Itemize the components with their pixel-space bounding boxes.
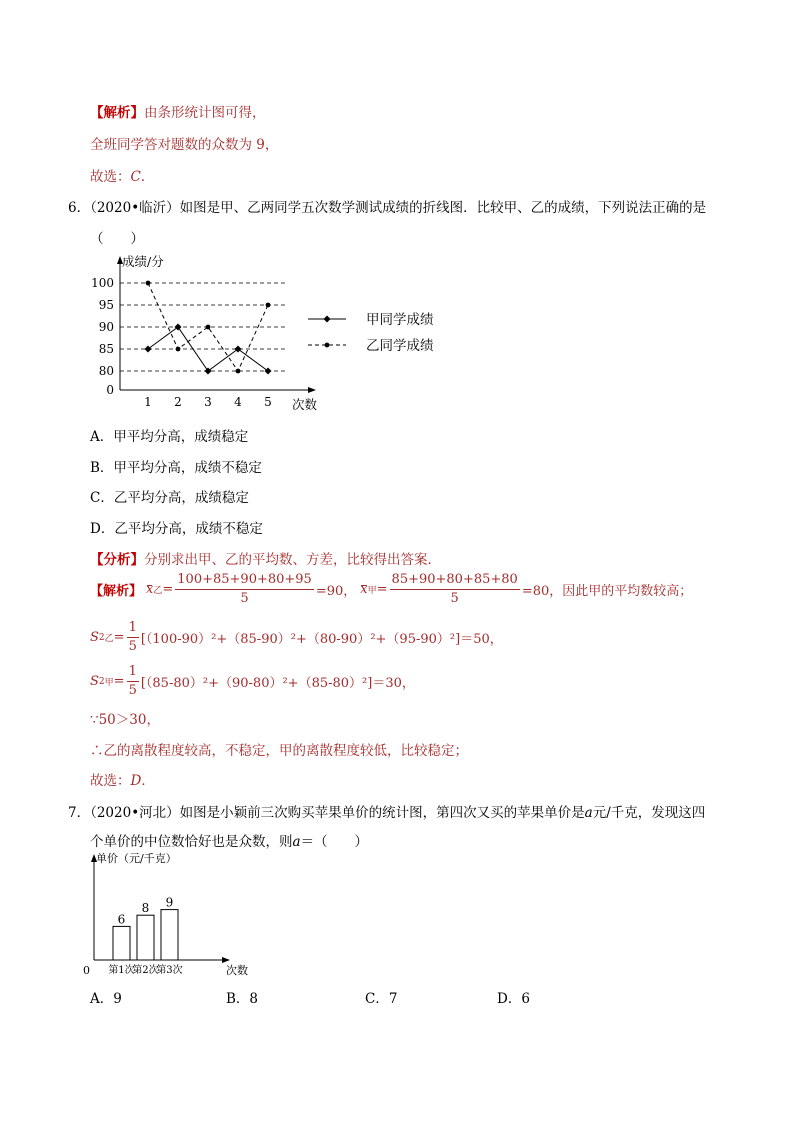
bar — [161, 910, 178, 960]
q7-stem-line2: 个单价的中位数恰好也是众数，则a＝（ ） — [90, 834, 369, 850]
category-label: 第1次 — [108, 965, 135, 976]
q6-option-c: C．乙平均分高，成绩稳定 — [90, 490, 249, 506]
bar-value-label: 8 — [141, 901, 150, 916]
q7-option-b: B．8 — [226, 991, 259, 1007]
q6-option-d: D．乙平均分高，成绩不稳定 — [90, 521, 263, 537]
prev-jiexi-line2: 全班同学答对题数的众数为 9， — [90, 137, 279, 153]
prev-jiexi-text: 由条形统计图可得， — [144, 105, 266, 121]
y-tick-label: 95 — [98, 298, 114, 312]
data-point-yi — [266, 303, 271, 308]
q6-line-chart — [80, 252, 460, 417]
mean-yi-fraction: $\frac{100+85+90+80+95}{5}$ — [177, 572, 312, 606]
y-tick-label: 80 — [98, 364, 114, 378]
q6-variance-jia: S 2 甲 = $\frac{1}{5}$ [（85-80）²+（90-80）²+（85-80）²]＝30， — [90, 664, 415, 698]
bar — [113, 926, 130, 960]
fenxi-text: 分别求出甲、乙的平均数、方差，比较得出答案． — [144, 552, 441, 568]
data-point-jia — [145, 346, 152, 353]
data-point-jia — [205, 368, 212, 375]
y-tick-label: 90 — [98, 320, 114, 334]
q6-stem-text: 如图是甲、乙两同学五次数学测试成绩的折线图．比较甲、乙的成绩，下列说法正确的是 — [179, 200, 707, 216]
jiexi-tag: 【解析】 — [90, 584, 143, 599]
q6-conclusion: ∴乙的离散程度较高，不稳定，甲的离散程度较低，比较稳定； — [90, 743, 468, 759]
q6-number: 6． — [68, 200, 91, 216]
bar — [137, 915, 154, 960]
data-point-yi — [206, 325, 211, 330]
q6-jiexi-means: 【解析】 x 乙 = $\frac{100+85+90+80+95}{5}$ =90， x 甲 = $\frac{85+90+80+85+80}{5}$ =80， 因此甲的平均数较高； — [90, 572, 693, 606]
x-tick-label: 1 — [144, 395, 152, 409]
data-point-yi — [146, 281, 151, 286]
q7-bar-chart — [80, 850, 255, 980]
x-tick-label: 2 — [174, 395, 182, 409]
category-label: 第3次 — [156, 965, 183, 976]
data-point-jia — [265, 368, 272, 375]
x-axis-arrow — [308, 387, 316, 393]
category-label: 第2次 — [132, 965, 159, 976]
q7-number: 7． — [68, 805, 91, 821]
mean-jia-fraction: $\frac{85+90+80+85+80}{5}$ — [391, 572, 518, 606]
legend-marker-yi — [325, 343, 330, 348]
q7-option-d: D．6 — [497, 991, 530, 1007]
y-tick-label: 100 — [91, 276, 114, 290]
data-point-jia — [175, 324, 182, 331]
q6-blank: （ ） — [90, 231, 144, 247]
y-tick-label: 0 — [106, 383, 114, 397]
q7-option-a: A．9 — [90, 991, 122, 1007]
y-axis-title: 单价（元/千克） — [96, 852, 177, 865]
prev-jiexi-line — [90, 101, 266, 121]
legend-label-yi: 乙同学成绩 — [366, 338, 434, 354]
y-tick-label: 85 — [98, 342, 114, 356]
x-axis-arrow — [222, 957, 230, 963]
y-axis-title: 成绩/分 — [122, 254, 164, 269]
x-axis-title: 次数 — [226, 964, 248, 977]
data-point-yi — [236, 369, 241, 374]
q6-answer: 故选：D． — [90, 773, 155, 789]
origin-label: 0 — [83, 964, 90, 977]
q6-option-b: B．甲平均分高，成绩不稳定 — [90, 460, 262, 476]
x-tick-label: 3 — [204, 395, 212, 409]
q6-stem — [68, 196, 706, 216]
x-axis-title: 次数 — [292, 397, 318, 412]
x-tick-label: 4 — [234, 395, 242, 409]
fenxi-tag: 【分析】 — [90, 552, 144, 568]
q6-option-a: A．甲平均分高，成绩稳定 — [90, 429, 249, 445]
q6-compare: ∵50＞30， — [90, 712, 160, 728]
legend-label-jia: 甲同学成绩 — [366, 312, 434, 328]
q7-option-c: C．7 — [365, 991, 398, 1007]
bar-value-label: 6 — [117, 912, 126, 927]
data-point-jia — [235, 346, 242, 353]
q6-fenxi — [90, 548, 441, 568]
q6-source: （2020•临沂） — [90, 200, 180, 216]
q7-stem-line1: 7．（2020•河北）如图是小颖前三次购买苹果单价的统计图，第四次又买的苹果单价是a元/千克，发现这四 — [68, 805, 706, 821]
data-point-yi — [176, 347, 181, 352]
jiexi-tag: 【解析】 — [90, 105, 144, 121]
bar-value-label: 9 — [165, 895, 174, 910]
prev-answer: 故选：C． — [90, 169, 155, 185]
legend-marker-jia — [324, 316, 331, 323]
q7-source: （2020•河北） — [90, 805, 180, 821]
x-tick-label: 5 — [264, 395, 272, 409]
q6-variance-yi: S 2 乙 = $\frac{1}{5}$ [（100-90）²+（85-90）²+（80-90）²+（95-90）²]＝50， — [90, 620, 503, 654]
